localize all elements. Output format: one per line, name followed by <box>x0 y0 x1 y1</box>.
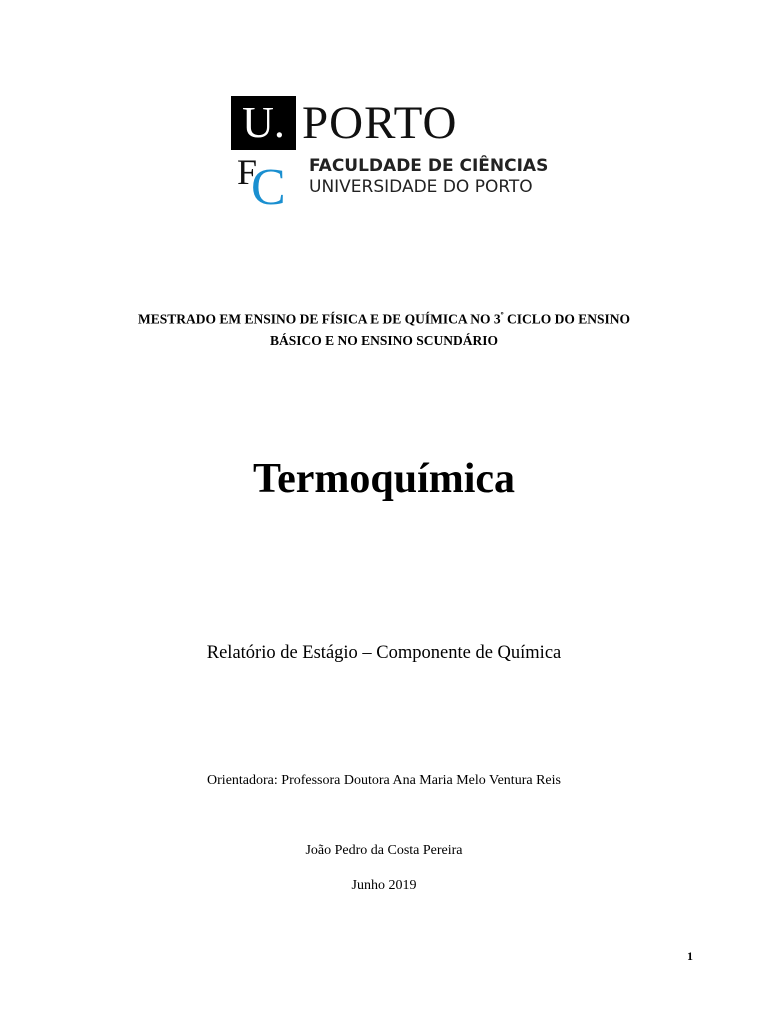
fc-monogram <box>237 154 297 214</box>
document-title: Termoquímica <box>252 456 516 502</box>
page-number: 1 <box>687 949 693 963</box>
university-logo <box>231 96 549 216</box>
degree-line-1 <box>60 305 708 330</box>
degree-program <box>60 305 708 351</box>
degree-line-2: BÁSICO E NO ENSINO SCUNDÁRIO <box>269 332 499 348</box>
degree-line-1-after: CICLO DO ENSINO <box>503 311 631 327</box>
faculty-name <box>309 156 548 198</box>
degree-ordinal: º <box>500 310 504 320</box>
university-line: UNIVERSIDADE DO PORTO <box>309 177 533 197</box>
uporto-wordmark <box>231 96 457 150</box>
fc-monogram-f: F <box>237 152 258 192</box>
degree-line-1-before: MESTRADO EM ENSINO DE FÍSICA E DE QUÍMICA NO 3 <box>137 311 501 327</box>
fc-monogram-c: C <box>251 159 286 216</box>
author-name: João Pedro da Costa Pereira <box>305 843 463 858</box>
advisor-line: Orientadora: Professora Doutora Ana Maria Melo Ventura Reis <box>207 773 561 788</box>
document-date: Junho 2019 <box>351 878 417 893</box>
faculty-line: FACULDADE DE CIÊNCIAS <box>309 156 549 176</box>
logo-u-block: U. <box>231 96 296 150</box>
document-subtitle: Relatório de Estágio – Componente de Química <box>206 643 562 663</box>
logo-porto-word: PORTO <box>302 97 458 149</box>
